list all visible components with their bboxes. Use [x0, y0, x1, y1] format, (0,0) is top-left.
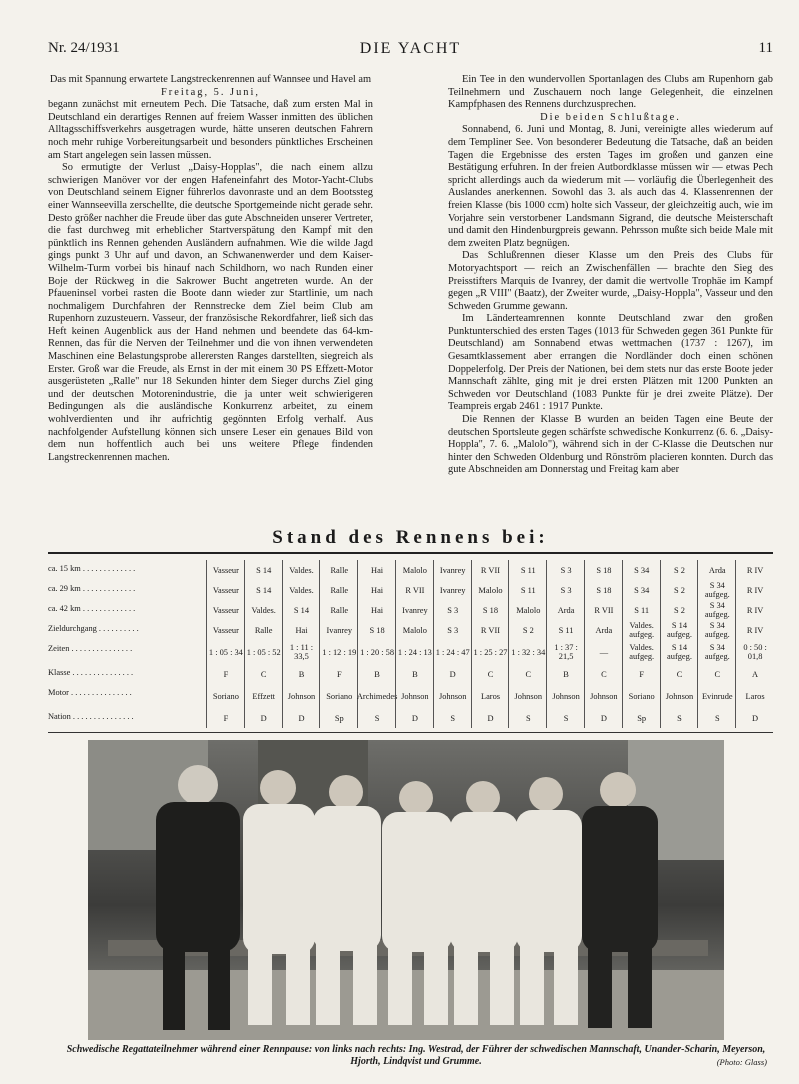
article-right-column	[448, 74, 773, 477]
table-row	[48, 580, 773, 600]
row-label: Klasse . . . . . . . . . . . . . . .	[48, 668, 134, 677]
table-cell: Evinrude	[697, 684, 736, 708]
table-cell: R VII	[471, 560, 510, 580]
table-row	[48, 640, 773, 664]
table-cell: S	[546, 708, 585, 728]
table-cell: Arda	[584, 620, 623, 640]
table-cell: S	[697, 708, 736, 728]
table-cell: S 2	[660, 560, 699, 580]
table-cell: 1 : 32 : 34	[508, 640, 547, 664]
subheading: Die beiden Schlußtage.	[540, 111, 681, 123]
table-cell: Malolo	[395, 620, 434, 640]
table-cell: F	[319, 664, 358, 684]
table-cell: Johnson	[546, 684, 585, 708]
table-cell: Soriano	[622, 684, 661, 708]
table-cell: S 18	[471, 600, 510, 620]
table-row	[48, 664, 773, 684]
table-cell: S 3	[546, 580, 585, 600]
table-cell: S 2	[660, 580, 699, 600]
table-cell: R IV	[735, 620, 774, 640]
table-cell: C	[508, 664, 547, 684]
table-cell: S 11	[508, 580, 547, 600]
table-row	[48, 600, 773, 620]
table-cell: Malolo	[471, 580, 510, 600]
table-cell: F	[206, 664, 245, 684]
table-cell: Hai	[357, 580, 396, 600]
divider	[48, 552, 773, 554]
row-label: ca. 29 km . . . . . . . . . . . . .	[48, 584, 136, 593]
table-cell: 1 : 12 : 19	[319, 640, 358, 664]
table-cell: Ivanrey	[395, 600, 434, 620]
photo-caption: Schwedische Regattateilnehmer während einer Rennpause: von links nach rechts: Ing. Westrad, der Führer der schwedischen Mannschaft, Unander-Scharin, Meyerson, Hjorth, Lindqvist und Grumme.	[66, 1044, 766, 1067]
table-cell: 1 : 05 : 52	[244, 640, 283, 664]
table-cell: F	[622, 664, 661, 684]
page-number: 11	[758, 40, 773, 56]
row-label: ca. 15 km . . . . . . . . . . . . .	[48, 564, 136, 573]
paragraph: Sonnabend, 6. Juni und Montag, 8. Juni, vereinigte alles wiederum auf dem Templiner See. Von besonderer Bedeutung die Tatsache, daß an beiden Tagen die Ergebnisse des ersten Tages im großen und ganzen eine Bestätigung erfuhren. In der freien Autbordklasse müssen wir — etwas Pech spricht allerdings auch da wiederum mit — vorläufig die Überlegenheit des Auslandes anerkennen. Sowohl das 3. als auch das 4. Klassenrennen der freien Klasse (bis 1000 ccm) holte sich Vasseur, der gleichzeitig auch, wie im Vorjahre sein verstorbener Landsmann Sigrand, die deutsche Meisterschaft und damit den Hindenburgpreis gewann. Pehrsson mußte sich beide Male mit dem zweiten Platz begnügen.	[448, 124, 773, 249]
paragraph: Ein Tee in den wundervollen Sportanlagen des Clubs am Rupenhorn gab Teilnehmern und Zuschauern noch lange Gelegenheit, die einzelnen Kampfphasen des Rennens durchzusprechen.	[448, 74, 773, 111]
row-label: Zeiten . . . . . . . . . . . . . . .	[48, 644, 133, 653]
table-cell: Valdes.	[244, 600, 283, 620]
table-cell: D	[433, 664, 472, 684]
paragraph: Das Schlußrennen dieser Klasse um den Preis des Clubs für Motoryachtsport — reich an Zwischenfällen — brachte den Sieg des Preisstifters Marquis de Ivanrey, der damit die wertvolle Trophäe im Kampf gegen „R VIII" (Baatz), der Zweiter wurde, „Daisy-Hoppla", Vasseur und den Schweden Grumme gewann.	[448, 250, 773, 312]
row-label: Zieldurchgang . . . . . . . . . .	[48, 624, 139, 633]
table-cell: S	[660, 708, 699, 728]
table-cell: Ralle	[319, 560, 358, 580]
table-cell: Soriano	[319, 684, 358, 708]
table-cell: R IV	[735, 560, 774, 580]
table-cell: Johnson	[508, 684, 547, 708]
table-cell: S 18	[584, 560, 623, 580]
table-cell: Hai	[357, 560, 396, 580]
table-cell: S 14	[244, 560, 283, 580]
table-cell: —	[584, 640, 623, 664]
table-cell: Ralle	[319, 580, 358, 600]
table-cell: C	[660, 664, 699, 684]
table-cell: Johnson	[282, 684, 321, 708]
table-cell: Sp	[622, 708, 661, 728]
table-cell: R VII	[395, 580, 434, 600]
table-cell: S 11	[546, 620, 585, 640]
table-cell: Vasseur	[206, 580, 245, 600]
table-cell: S 18	[584, 580, 623, 600]
table-cell: D	[735, 708, 774, 728]
paragraph: Das mit Spannung erwartete Langstreckenrennen auf Wannsee und Havel am	[49, 74, 372, 85]
table-cell: Ralle	[244, 620, 283, 640]
photo-credit: (Photo: Glass)	[716, 1057, 767, 1067]
team-photo-image	[88, 740, 724, 1040]
table-cell: 1 : 05 : 34	[206, 640, 245, 664]
table-cell: S 11	[622, 600, 661, 620]
table-cell: 1 : 37 : 21,5	[546, 640, 585, 664]
table-cell: 1 : 20 : 58	[357, 640, 396, 664]
table-cell: Archimedes	[357, 684, 396, 708]
article-left-column	[48, 74, 373, 464]
table-cell: D	[584, 708, 623, 728]
table-cell: S 34 aufgeg.	[697, 620, 736, 640]
table-cell: Johnson	[584, 684, 623, 708]
magazine-title: DIE YACHT	[359, 40, 462, 57]
table-cell: Valdes. aufgeg.	[622, 640, 661, 664]
table-cell: S 3	[546, 560, 585, 580]
table-cell: C	[471, 664, 510, 684]
table-cell: D	[395, 708, 434, 728]
table-cell: S 34 aufgeg.	[697, 640, 736, 664]
table-cell: 1 : 24 : 47	[433, 640, 472, 664]
paragraph: So ermutigte der Verlust „Daisy-Hopplas", die nach einem allzu schwierigen Manöver vor der engen Hafeneinfahrt des Motor-Yacht-Clubs von Deutschland seinem Eigner führerlos davonraste und an dem Bootssteg einer Wannseevilla zerschellte, die deutsche Sportgemeinde nicht gerade sehr. Desto größer nachher die Freude über das gute Abschneiden unserer Vertreter, die fast durchweg mit erheblicher Startverspätung den Kampf mit den pünktlich ins Rennen gehenden Ausländern aufnahmen. Wie die wilde Jagd gings punkt 3 Uhr auf und davon, an Schwanenwerder und dem Kaiser-Wilhelm-Turm vorbei bis hinauf nach Schildhorn, wo nach Runden einer Boje der Rückweg in die Sakrower Bucht angetreten wurde. An der Pfaueninsel vorbei rasten die Boote dann wieder zur Startlinie, um nach nochmaligem Durchfahren der Rennstrecke dem Ziel beim Club am Rupenhorn zuzusteuern. Vasseur, der französische Rekordfahrer, ließ sich das Heft keinen Augenblick aus der Hand nehmen und beendete das 64-km-Rennen, das für die Nerven der Teilnehmer und die von ihnen verwendeten Maschinen eine Belastungsprobe allerersten Ranges darstellten, siegreich als Erster. Groß war die Freude, als Ernst in der mit einem 30 PS Effzett-Motor ausgerüsteten „Ralle" nur 18 Sekunden hinter dem Sieger durchs Ziel ging und der deutschen Motorenindustrie, die ja unter weit schwierigeren Bedingungen als die ausländische Konkurrenz arbeitet, zu einem wohlverdienten und ihr aufrichtig gegönnten Erfolg verhalf. Aus nachfolgender Aufstellung können sich unsere Leser ein genaues Bild von dem nun hoffentlich auch bei uns weitere Pflege findenden Langstreckenrennen machen.	[48, 162, 373, 463]
table-cell: S 2	[660, 600, 699, 620]
table-cell: 0 : 50 : 01,8	[735, 640, 774, 664]
table-cell: A	[735, 664, 774, 684]
paragraph: Im Länderteamrennen konnte Deutschland zwar den großen Punktunterschied des ersten Tages (1013 für Schweden gegen 361 Punkte für Deutschland) am Sonnabend etwas wettmachen (1737 : 1267), im Gesamtklassement aber errangen die Nordländer doch einen schönen Doppelerfolg. Der Preis der Nationen, bei dem stets nur das erste Boote jeder Mannschaft zählte, ging mit je drei ersten Plätzen mit 1200 Punkten an Schweden vor Deutschland (1083 Punkte für je drei zweite Plätze). Der Teampreis ergab 2461 : 1917 Punkte.	[448, 313, 773, 413]
team-photo	[88, 740, 724, 1040]
table-cell: S 3	[433, 600, 472, 620]
table-cell: C	[244, 664, 283, 684]
table-cell: S 34 aufgeg.	[697, 600, 736, 620]
table-cell: S 34	[622, 580, 661, 600]
table-cell: Ivanrey	[433, 580, 472, 600]
table-cell: F	[206, 708, 245, 728]
paragraph: begann zunächst mit erneutem Pech. Die Tatsache, daß zum ersten Mal in Deutschland ein derartiges Rennen auf freiem Wasser inmitten des üblichen Alltagsschiffsverkehrs ausgetragen wurde, hätte unseren deutschen Fahrern noch mehr ruhige Vorbereitungsarbeit und besonders pünktliches Erscheinen am Start angelegen sein lassen müssen.	[48, 99, 373, 161]
row-label: Nation . . . . . . . . . . . . . . .	[48, 712, 134, 721]
table-cell: B	[546, 664, 585, 684]
table-cell: D	[471, 708, 510, 728]
table-cell: R VII	[471, 620, 510, 640]
table-cell: Valdes.	[282, 580, 321, 600]
divider	[48, 732, 773, 733]
table-cell: Ivanrey	[319, 620, 358, 640]
table-cell: Laros	[735, 684, 774, 708]
table-row	[48, 620, 773, 640]
table-cell: S	[433, 708, 472, 728]
table-row	[48, 708, 773, 728]
table-cell: Vasseur	[206, 560, 245, 580]
table-cell: Hai	[357, 600, 396, 620]
table-row	[48, 560, 773, 580]
row-label: Motor . . . . . . . . . . . . . . .	[48, 688, 132, 697]
table-cell: C	[584, 664, 623, 684]
table-cell: S 14	[282, 600, 321, 620]
table-cell: B	[395, 664, 434, 684]
table-cell: R IV	[735, 580, 774, 600]
table-cell: Effzett	[244, 684, 283, 708]
table-title: Stand des Rennens bei:	[272, 527, 549, 548]
table-cell: D	[282, 708, 321, 728]
table-cell: Valdes.	[282, 560, 321, 580]
table-cell: Sp	[319, 708, 358, 728]
table-cell: Hai	[282, 620, 321, 640]
table-cell: S 34	[622, 560, 661, 580]
table-cell: Valdes. aufgeg.	[622, 620, 661, 640]
table-cell: S 11	[508, 560, 547, 580]
table-cell: 1 : 11 : 33,5	[282, 640, 321, 664]
table-cell: Malolo	[508, 600, 547, 620]
table-cell: S 2	[508, 620, 547, 640]
issue-number: Nr. 24/1931	[48, 40, 120, 56]
table-cell: S	[357, 708, 396, 728]
table-cell: R VII	[584, 600, 623, 620]
table-cell: Arda	[697, 560, 736, 580]
table-cell: Johnson	[433, 684, 472, 708]
table-cell: R IV	[735, 600, 774, 620]
table-cell: Laros	[471, 684, 510, 708]
table-cell: B	[357, 664, 396, 684]
table-row	[48, 684, 773, 708]
table-cell: C	[697, 664, 736, 684]
table-cell: S 14 aufgeg.	[660, 620, 699, 640]
table-cell: Malolo	[395, 560, 434, 580]
table-cell: D	[244, 708, 283, 728]
table-cell: Johnson	[660, 684, 699, 708]
table-cell: S 14	[244, 580, 283, 600]
table-cell: 1 : 25 : 27	[471, 640, 510, 664]
table-cell: S 3	[433, 620, 472, 640]
table-cell: Vasseur	[206, 620, 245, 640]
page-header	[48, 40, 773, 62]
paragraph: Die Rennen der Klasse B wurden an beiden Tagen eine Beute der deutschen Sportsleute gegen schärfste schwedische Konkurrenz (6. 6. „Daisy-Hoppla", 7. 6. „Malolo"), während sich in der C-Klasse die Deutschen nur hinter den Schweden Oldenburg und Rönström placieren konnten. Durch das gute Abschneiden am Donnerstag und Freitag kam aber	[448, 414, 773, 476]
table-cell: Ralle	[319, 600, 358, 620]
table-cell: Johnson	[395, 684, 434, 708]
table-cell: Ivanrey	[433, 560, 472, 580]
table-cell: 1 : 24 : 13	[395, 640, 434, 664]
paragraph: Freitag, 5. Juni,	[161, 86, 260, 98]
table-cell: B	[282, 664, 321, 684]
table-cell: S 34 aufgeg.	[697, 580, 736, 600]
table-cell: S	[508, 708, 547, 728]
table-cell: S 14 aufgeg.	[660, 640, 699, 664]
row-label: ca. 42 km . . . . . . . . . . . . .	[48, 604, 136, 613]
table-cell: Soriano	[206, 684, 245, 708]
table-cell: Arda	[546, 600, 585, 620]
table-cell: Vasseur	[206, 600, 245, 620]
table-cell: S 18	[357, 620, 396, 640]
